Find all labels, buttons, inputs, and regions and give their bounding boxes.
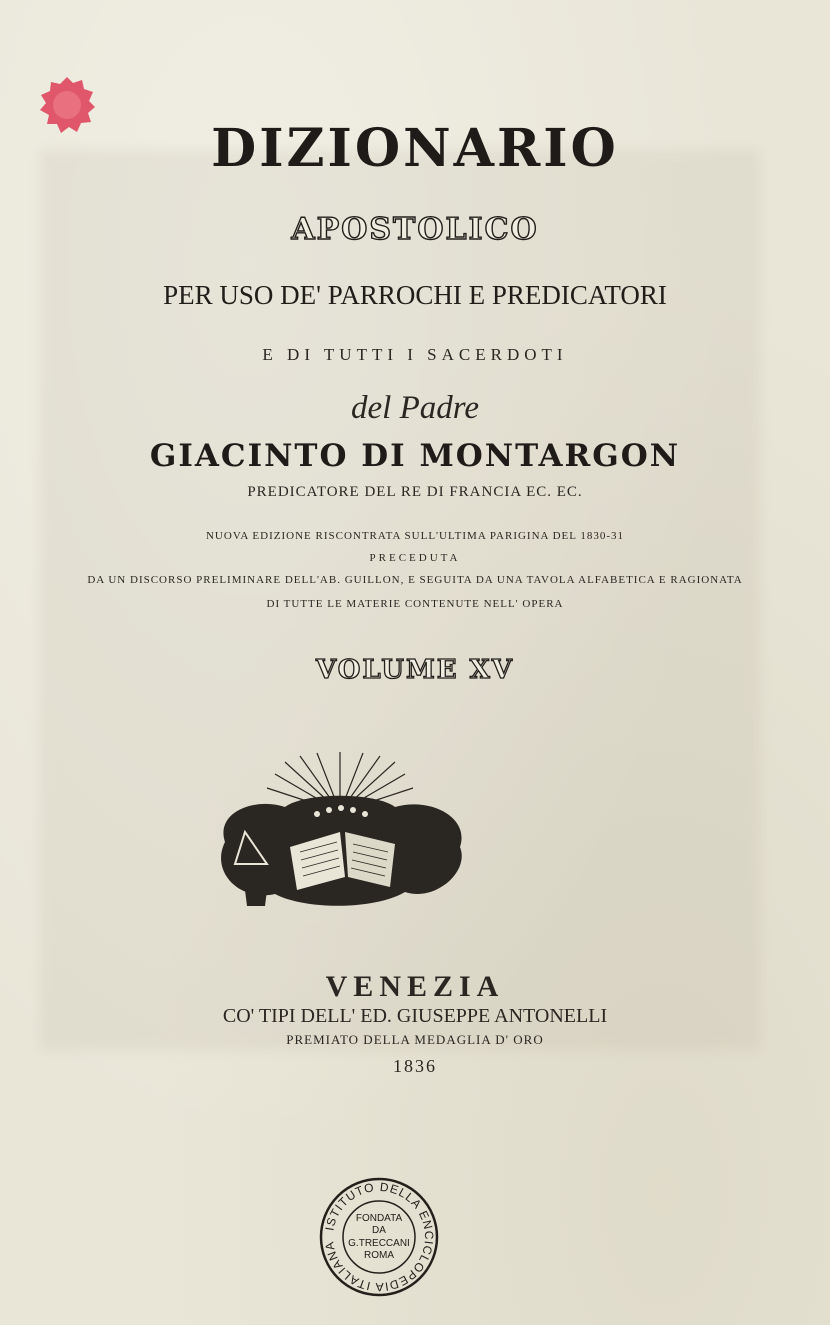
stamp-line: G.TRECCANI (348, 1238, 410, 1249)
stamp-ring-text: ISTITUTO DELLA ENCICLOPEDIA ITALIANA (322, 1179, 437, 1295)
edition-note: NUOVA EDIZIONE RISCONTRATA SULL'ULTIMA PARIGINA DEL 1830-31 (205, 530, 625, 542)
author-name: GIACINTO DI MONTARGON (149, 438, 681, 474)
svg-text:ISTITUTO DELLA ENCICLOPEDIA IT (322, 1180, 436, 1294)
imprint-printer: CO' TIPI DELL' ED. GIUSEPPE ANTONELLI (222, 1005, 608, 1027)
author-role: PREDICATORE DEL RE DI FRANCIA EC. EC. (247, 484, 583, 500)
imprint-year: 1836 (393, 1056, 437, 1076)
book-subtitle: APOSTOLICO (291, 212, 539, 247)
volume-number: VOLUME XV (316, 655, 514, 685)
edition-note: PRECEDUTA (369, 552, 461, 564)
stamp-line: FONDATA (355, 1213, 403, 1224)
stamp-line: ROMA (364, 1250, 394, 1261)
edition-note: DI TUTTE LE MATERIE CONTENUTE NELL' OPERA (266, 598, 564, 610)
audience-line: E DI TUTTI I SACERDOTI (262, 345, 568, 364)
book-title: DIZIONARIO (211, 118, 619, 179)
stamp-line: DA (372, 1225, 386, 1236)
edition-note: DA UN DISCORSO PRELIMINARE DELL'AB. GUILLON, E SEGUITA DA UNA TAVOLA ALFABETICA E RAGIONATA (87, 574, 743, 586)
imprint-city: VENEZIA (325, 970, 505, 1003)
imprint-award: PREMIATO DELLA MEDAGLIA D' ORO (286, 1032, 544, 1047)
library-stamp-icon (318, 1176, 440, 1298)
purpose-line: PER USO DE' PARROCHI E PREDICATORI (163, 280, 667, 310)
printer-vignette-open-book-icon (205, 752, 475, 912)
by-line: del Padre (351, 390, 479, 426)
